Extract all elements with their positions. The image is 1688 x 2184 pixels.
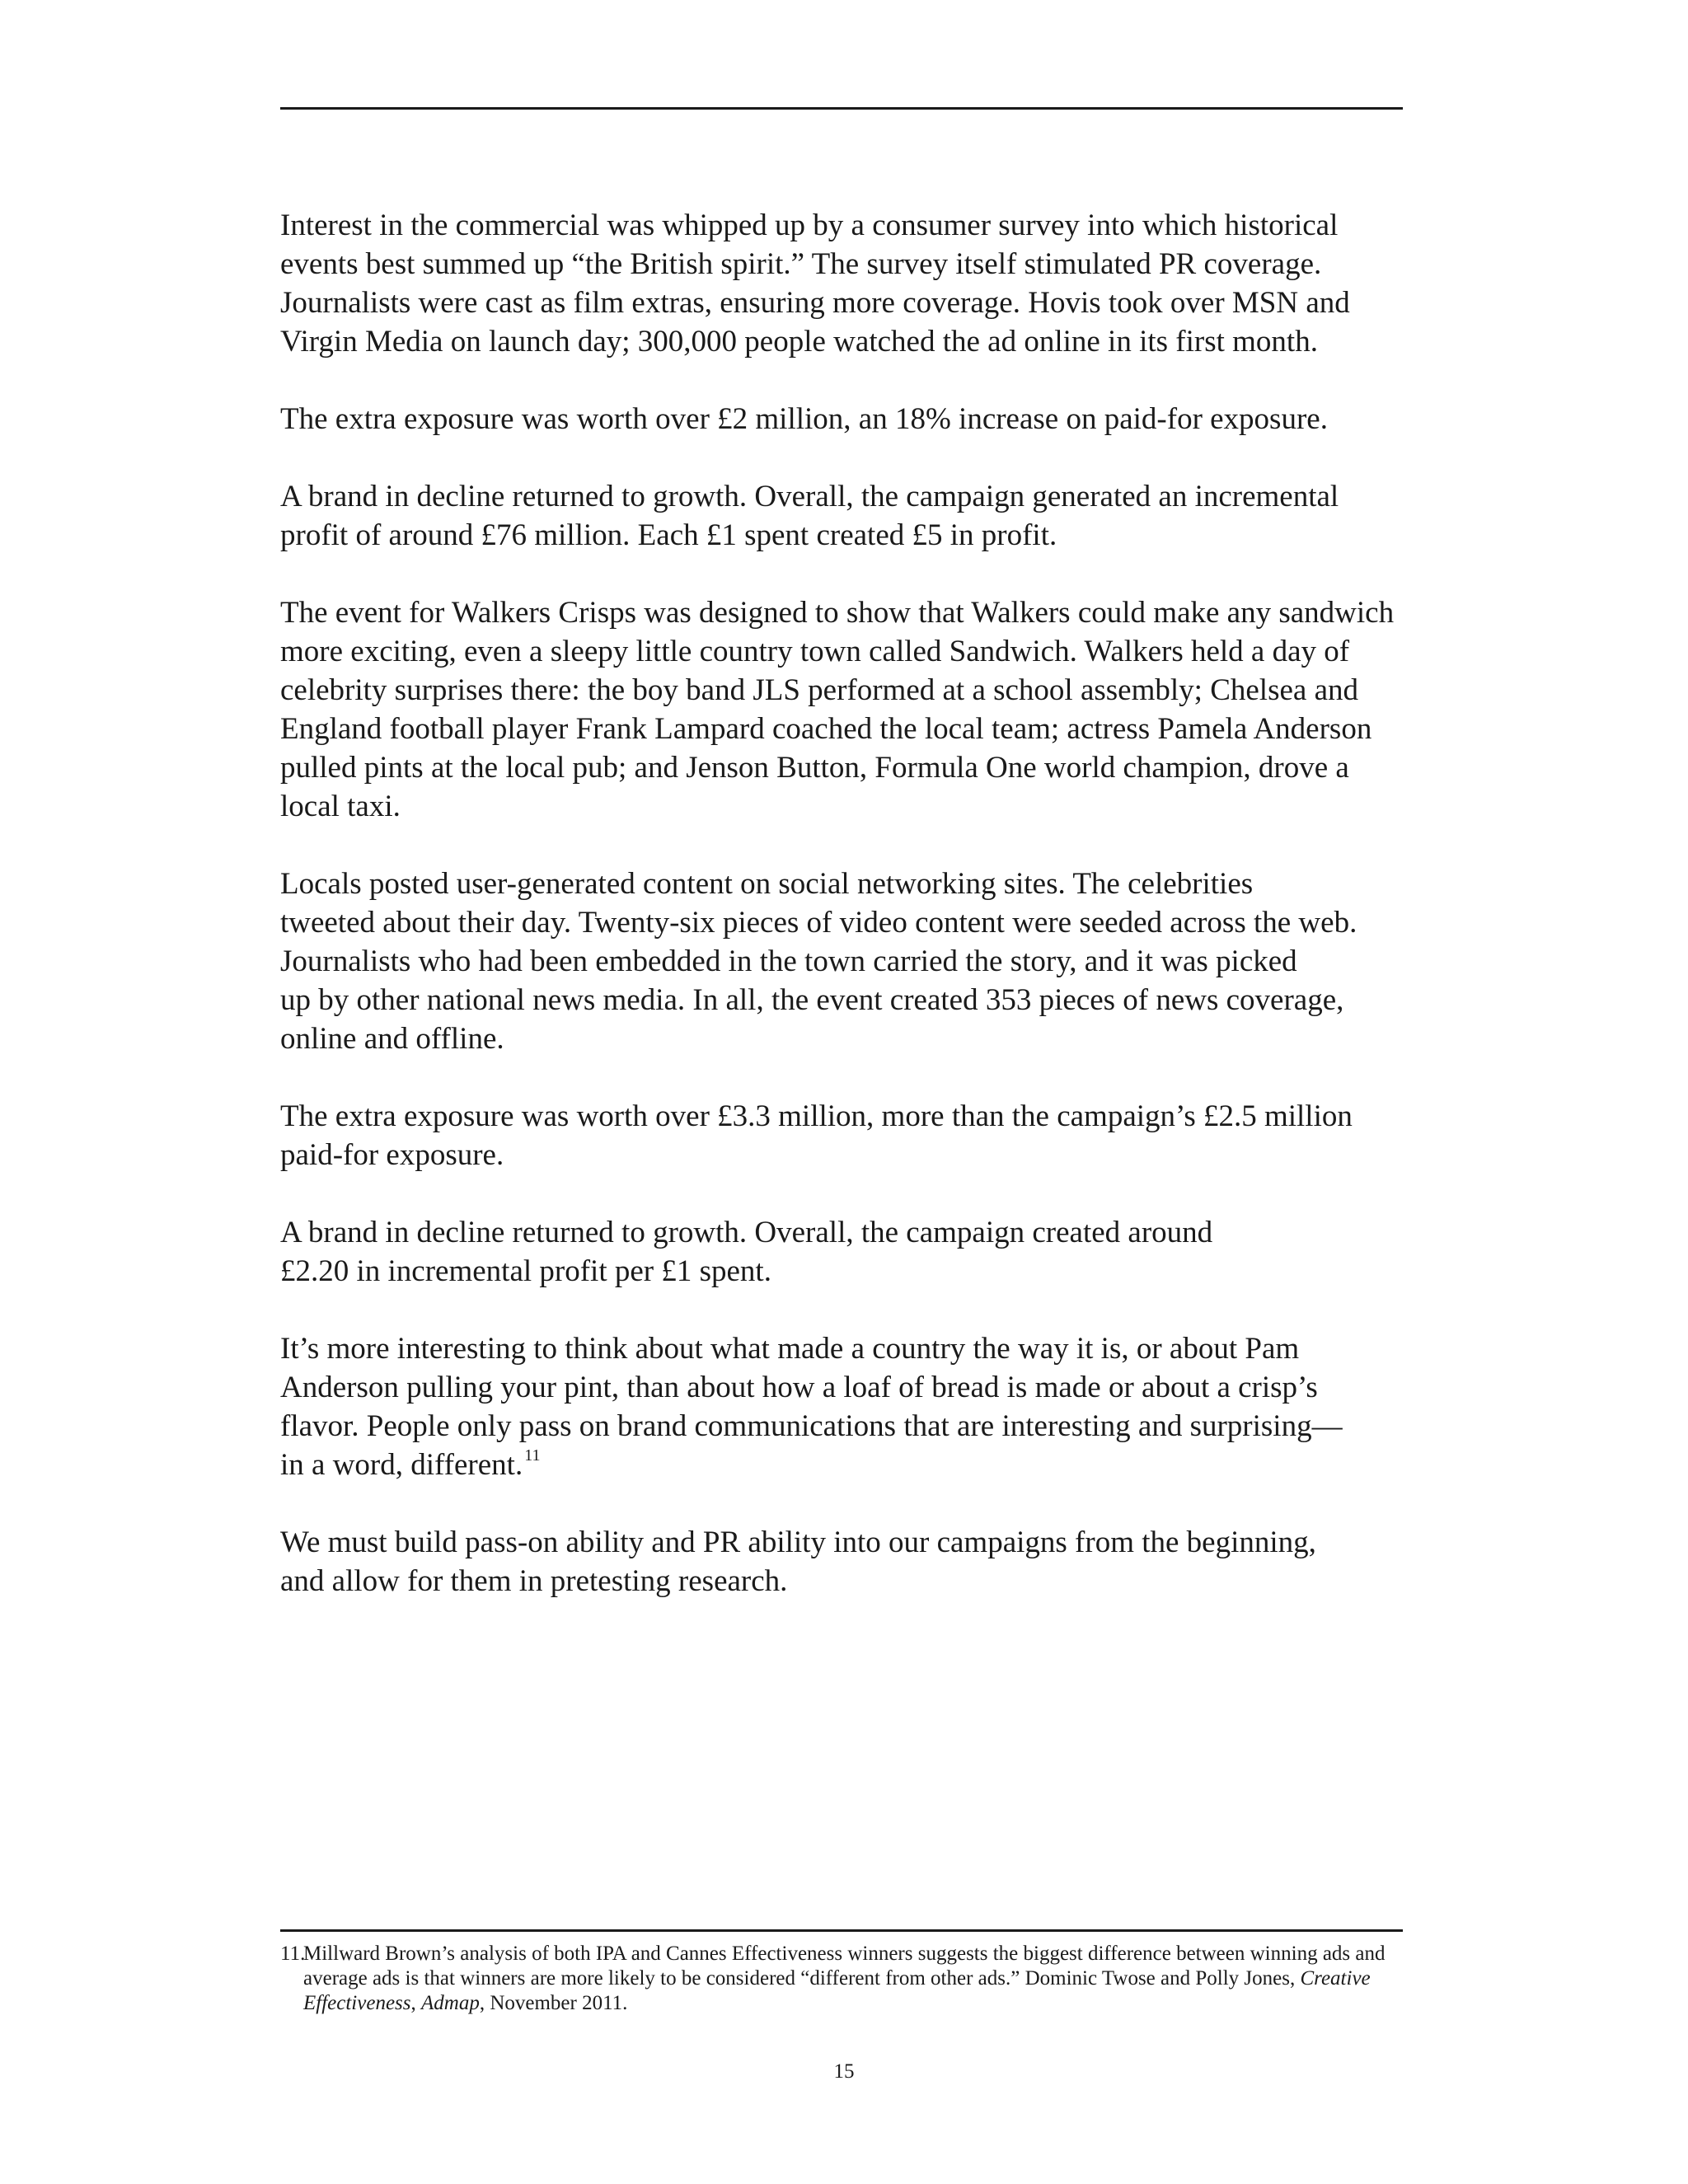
paragraph-walkers-coverage: Locals posted user-generated content on social networking sites. The celebrities tweeted about their day. Twenty-six pieces of video content were seeded across the web. Journalists who had been embedded in the town carried the story, and it was picked up by other national news media. In all, the event created 353 pieces of news coverage, online and offline.	[280, 867, 1357, 1056]
paragraph-hovis-survey: Interest in the commercial was whipped up by a consumer survey into which historical events best summed up “the British spirit.” The survey itself stimulated PR coverage. Journalists were cast as film extras, ensuring more coverage. Hovis took over MSN and Virgin Media on launch day; 300,000 people watched the ad online in its first month.	[280, 209, 1350, 359]
footnote-rule	[280, 1929, 1403, 1932]
paragraph-walkers-growth: A brand in decline returned to growth. Overall, the campaign created around £2.20 in incremental profit per £1 spent.	[280, 1216, 1213, 1288]
paragraph-walkers-exposure: The extra exposure was worth over £3.3 million, more than the campaign’s £2.5 million paid-for exposure.	[280, 1099, 1353, 1172]
paragraph-interesting	[280, 1329, 1411, 1484]
main-text	[280, 206, 1411, 1639]
paragraph-walkers-event: The event for Walkers Crisps was designed to show that Walkers could make any sandwich more exciting, even a sleepy little country town called Sandwich. Walkers held a day of celebrity surprises there: the boy band JLS performed at a school assembly; Chelsea and England football player Frank Lampard coached the local team; actress Pamela Anderson pulled pints at the local pub; and Jenson Button, Formula One world champion, drove a local taxi.	[280, 596, 1395, 823]
paragraph-hovis-exposure: The extra exposure was worth over £2 million, an 18% increase on paid-for exposure.	[280, 402, 1328, 436]
header-rule	[280, 107, 1403, 110]
footnote-reference: 11	[524, 1446, 541, 1465]
page-number: 15	[833, 2060, 855, 2083]
paragraph-hovis-growth: A brand in decline returned to growth. Overall, the campaign generated an incremental profit of around £76 million. Each £1 spent created £5 in profit.	[280, 480, 1339, 552]
footnote	[280, 1942, 1411, 2016]
footnote-text	[303, 1942, 1411, 2016]
footnote-date: , November 2011.	[479, 1992, 628, 2014]
footnote-separator: ,	[410, 1992, 421, 2014]
footnote-body: Millward Brown’s analysis of both IPA and Cannes Effectiveness winners suggests the biggest difference between winning ads and average ads is that winners are more likely to be considered “different from other ads.” Dominic Twose and Polly Jones,	[303, 1943, 1386, 1990]
paragraph-interesting-text: It’s more interesting to think about what made a country the way it is, or about Pam Anderson pulling your pint, than about how a loaf of bread is made or about a crisp’s flavor. People only pass on brand communications that are interesting and surprising— in a word, different.	[280, 1332, 1343, 1482]
footnote-number: 11.	[280, 1943, 306, 1965]
footnote-title: Creative Effectiveness	[303, 1967, 1371, 2014]
footnote-publication: Admap	[421, 1992, 480, 2014]
paragraph-closing: We must build pass-on ability and PR ability into our campaigns from the beginning, and allow for them in pretesting research.	[280, 1526, 1316, 1598]
